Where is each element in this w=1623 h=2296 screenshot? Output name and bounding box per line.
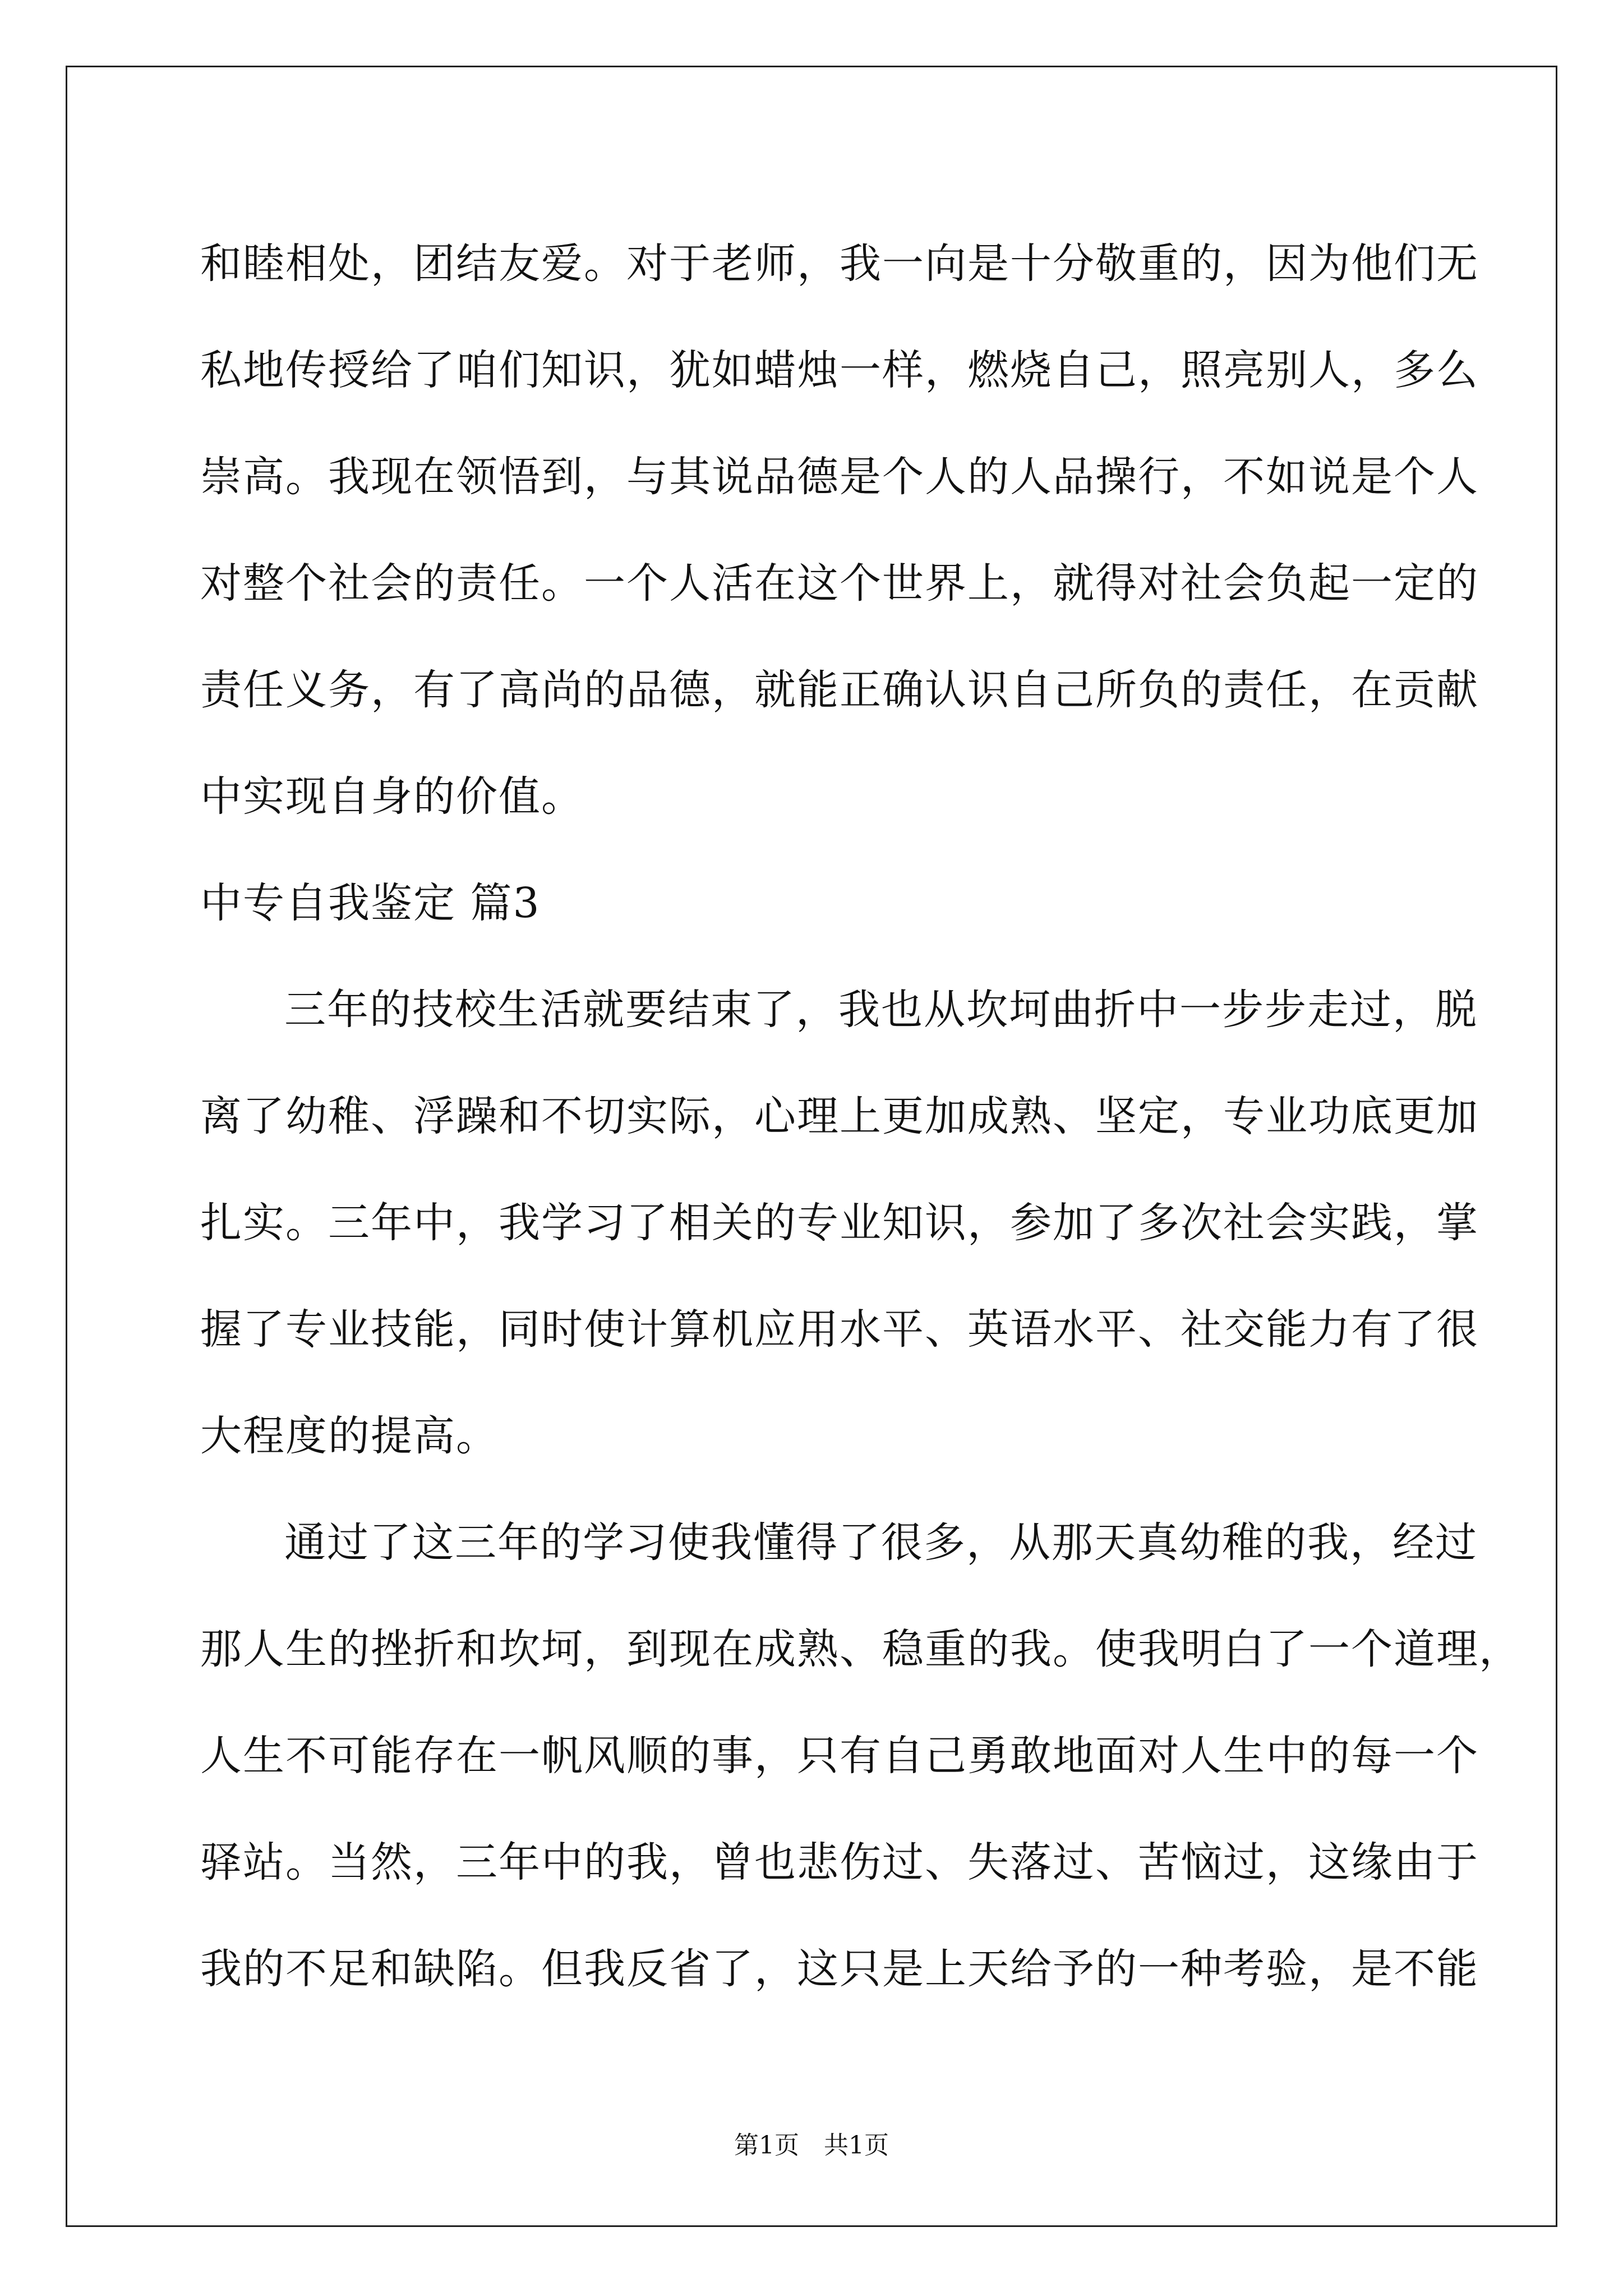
text-line: 私地传授给了咱们知识，犹如蜡烛一样，燃烧自己，照亮别人，多么	[200, 346, 1479, 394]
text-line: 握了专业技能，同时使计算机应用水平、英语水平、社交能力有了很	[200, 1305, 1479, 1354]
text-line: 中实现自身的价值。	[200, 772, 584, 821]
paragraph-2	[200, 956, 1479, 1489]
text-line: 和睦相处，团结友爱。对于老师，我一向是十分敬重的，因为他们无	[200, 240, 1479, 288]
text-line: 责任义务，有了高尚的品德，就能正确认识自己所负的责任，在贡献	[200, 666, 1479, 714]
text-line: 通过了这三年的学习使我懂得了很多，从那天真幼稚的我，经过	[284, 1519, 1478, 1567]
paragraph-3	[200, 1489, 1521, 2022]
page-footer: 第1页 共1页	[734, 2131, 889, 2160]
text-line: 大程度的提高。	[200, 1412, 499, 1460]
text-line: 离了幼稚、浮躁和不切实际，心理上更加成熟、坚定，专业功底更加	[200, 1092, 1479, 1140]
text-line: 三年的技校生活就要结束了，我也从坎坷曲折中一步步走过，脱	[284, 986, 1478, 1034]
text-line: 扎实。三年中，我学习了相关的专业知识，参加了多次社会实践，掌	[200, 1199, 1479, 1247]
text-line: 人生不可能存在一帆风顺的事，只有自己勇敢地面对人生中的每一个	[200, 1732, 1479, 1780]
document-body	[200, 210, 1521, 2022]
paragraph-1	[200, 210, 1479, 850]
text-line: 对整个社会的责任。一个人活在这个世界上，就得对社会负起一定的	[200, 559, 1479, 608]
text-line: 那人生的挫折和坎坷，到现在成熟、稳重的我。使我明白了一个道理，	[200, 1625, 1521, 1673]
text-line: 驿站。当然，三年中的我，曾也悲伤过、失落过、苦恼过，这缘由于	[200, 1838, 1479, 1887]
text-line: 我的不足和缺陷。但我反省了，这只是上天给予的一种考验，是不能	[200, 1945, 1479, 1993]
text-line: 崇高。我现在领悟到，与其说品德是个人的人品操行，不如说是个人	[200, 453, 1479, 501]
section-heading: 中专自我鉴定 篇3	[200, 879, 541, 927]
